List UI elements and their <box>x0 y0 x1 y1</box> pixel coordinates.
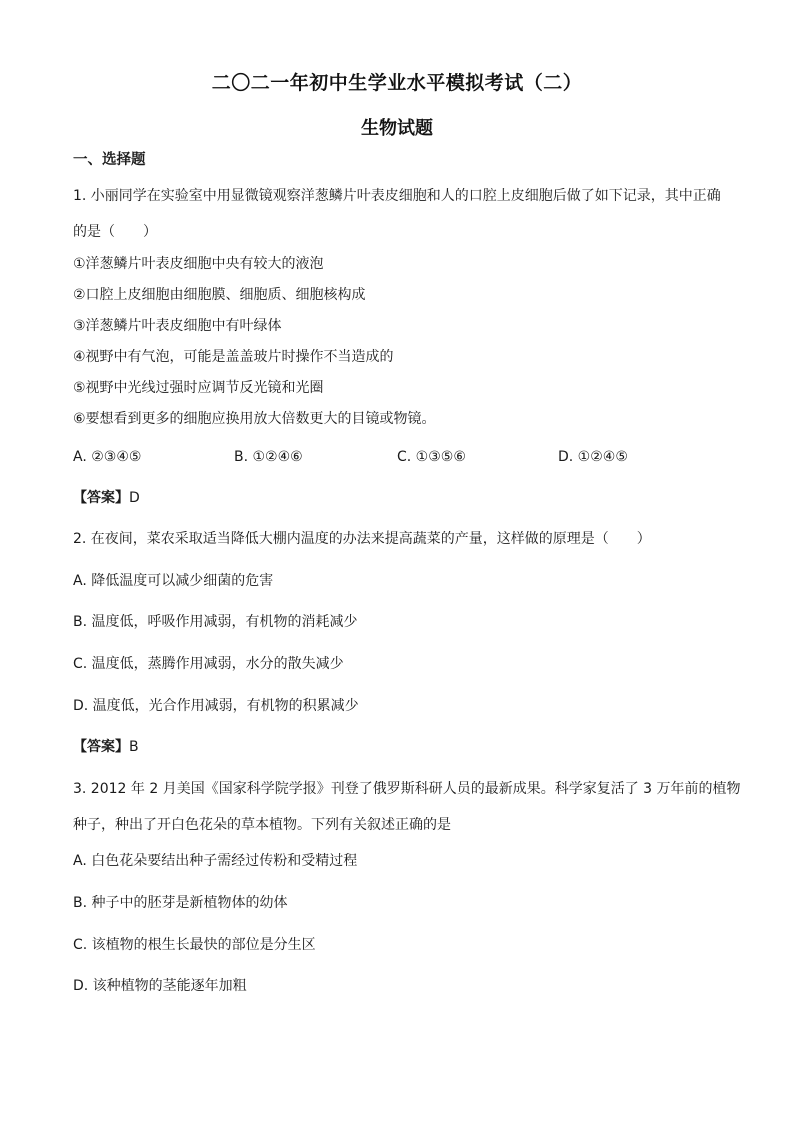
q2-stem: 2. 在夜间，菜农采取适当降低大棚内温度的办法来提高蔬菜的产量，这样做的原理是（ ） <box>73 531 651 547</box>
answer-value: B <box>129 739 139 755</box>
answer-label: 【答案】 <box>73 490 129 506</box>
q3-option-a: A. 白色花朵要结出种子需经过传粉和受精过程 <box>73 853 358 869</box>
q1-option-b: B. ①②④⑥ <box>234 449 303 465</box>
q3-stem-line2: 种子，种出了开白色花朵的草本植物。下列有关叙述正确的是 <box>73 817 451 833</box>
q1-option-c: C. ①③⑤⑥ <box>397 449 466 465</box>
q1-option-d: D. ①②④⑤ <box>558 449 628 465</box>
q2-option-c: C. 温度低，蒸腾作用减弱，水分的散失减少 <box>73 656 344 672</box>
q3-stem-line1: 3. 2012 年 2 月美国《国家科学院学报》刊登了俄罗斯科研人员的最新成果。科学家复活了 3 万年前的植物 <box>73 781 741 797</box>
answer-label: 【答案】 <box>73 739 129 755</box>
section-heading: 一、选择题 <box>73 152 146 168</box>
q1-item-3: ③洋葱鳞片叶表皮细胞中有叶绿体 <box>73 318 282 334</box>
q1-stem-line2: 的是（ ） <box>73 224 157 240</box>
q2-option-a: A. 降低温度可以减少细菌的危害 <box>73 573 274 589</box>
q3-option-d: D. 该种植物的茎能逐年加粗 <box>73 978 247 994</box>
q1-answer <box>73 488 140 508</box>
exam-title: 二〇二一年初中生学业水平模拟考试（二） <box>211 72 583 94</box>
q1-item-1: ①洋葱鳞片叶表皮细胞中央有较大的液泡 <box>73 256 324 272</box>
q1-item-5: ⑤视野中光线过强时应调节反光镜和光圈 <box>73 380 324 396</box>
q1-option-a: A. ②③④⑤ <box>73 449 142 465</box>
q2-option-d: D. 温度低，光合作用减弱，有机物的积累减少 <box>73 698 359 714</box>
answer-value: D <box>129 490 140 506</box>
q1-item-4: ④视野中有气泡，可能是盖盖玻片时操作不当造成的 <box>73 349 394 365</box>
q3-option-c: C. 该植物的根生长最快的部位是分生区 <box>73 937 316 953</box>
q3-option-b: B. 种子中的胚芽是新植物体的幼体 <box>73 895 288 911</box>
q2-answer <box>73 737 139 757</box>
exam-subtitle: 生物试题 <box>361 118 433 139</box>
q2-option-b: B. 温度低，呼吸作用减弱，有机物的消耗减少 <box>73 614 358 630</box>
q1-item-2: ②口腔上皮细胞由细胞膜、细胞质、细胞核构成 <box>73 287 366 303</box>
q1-item-6: ⑥要想看到更多的细胞应换用放大倍数更大的目镜或物镜。 <box>73 411 436 427</box>
q1-stem-line1: 1. 小丽同学在实验室中用显微镜观察洋葱鳞片叶表皮细胞和人的口腔上皮细胞后做了如下记录，其中正确 <box>73 188 721 204</box>
